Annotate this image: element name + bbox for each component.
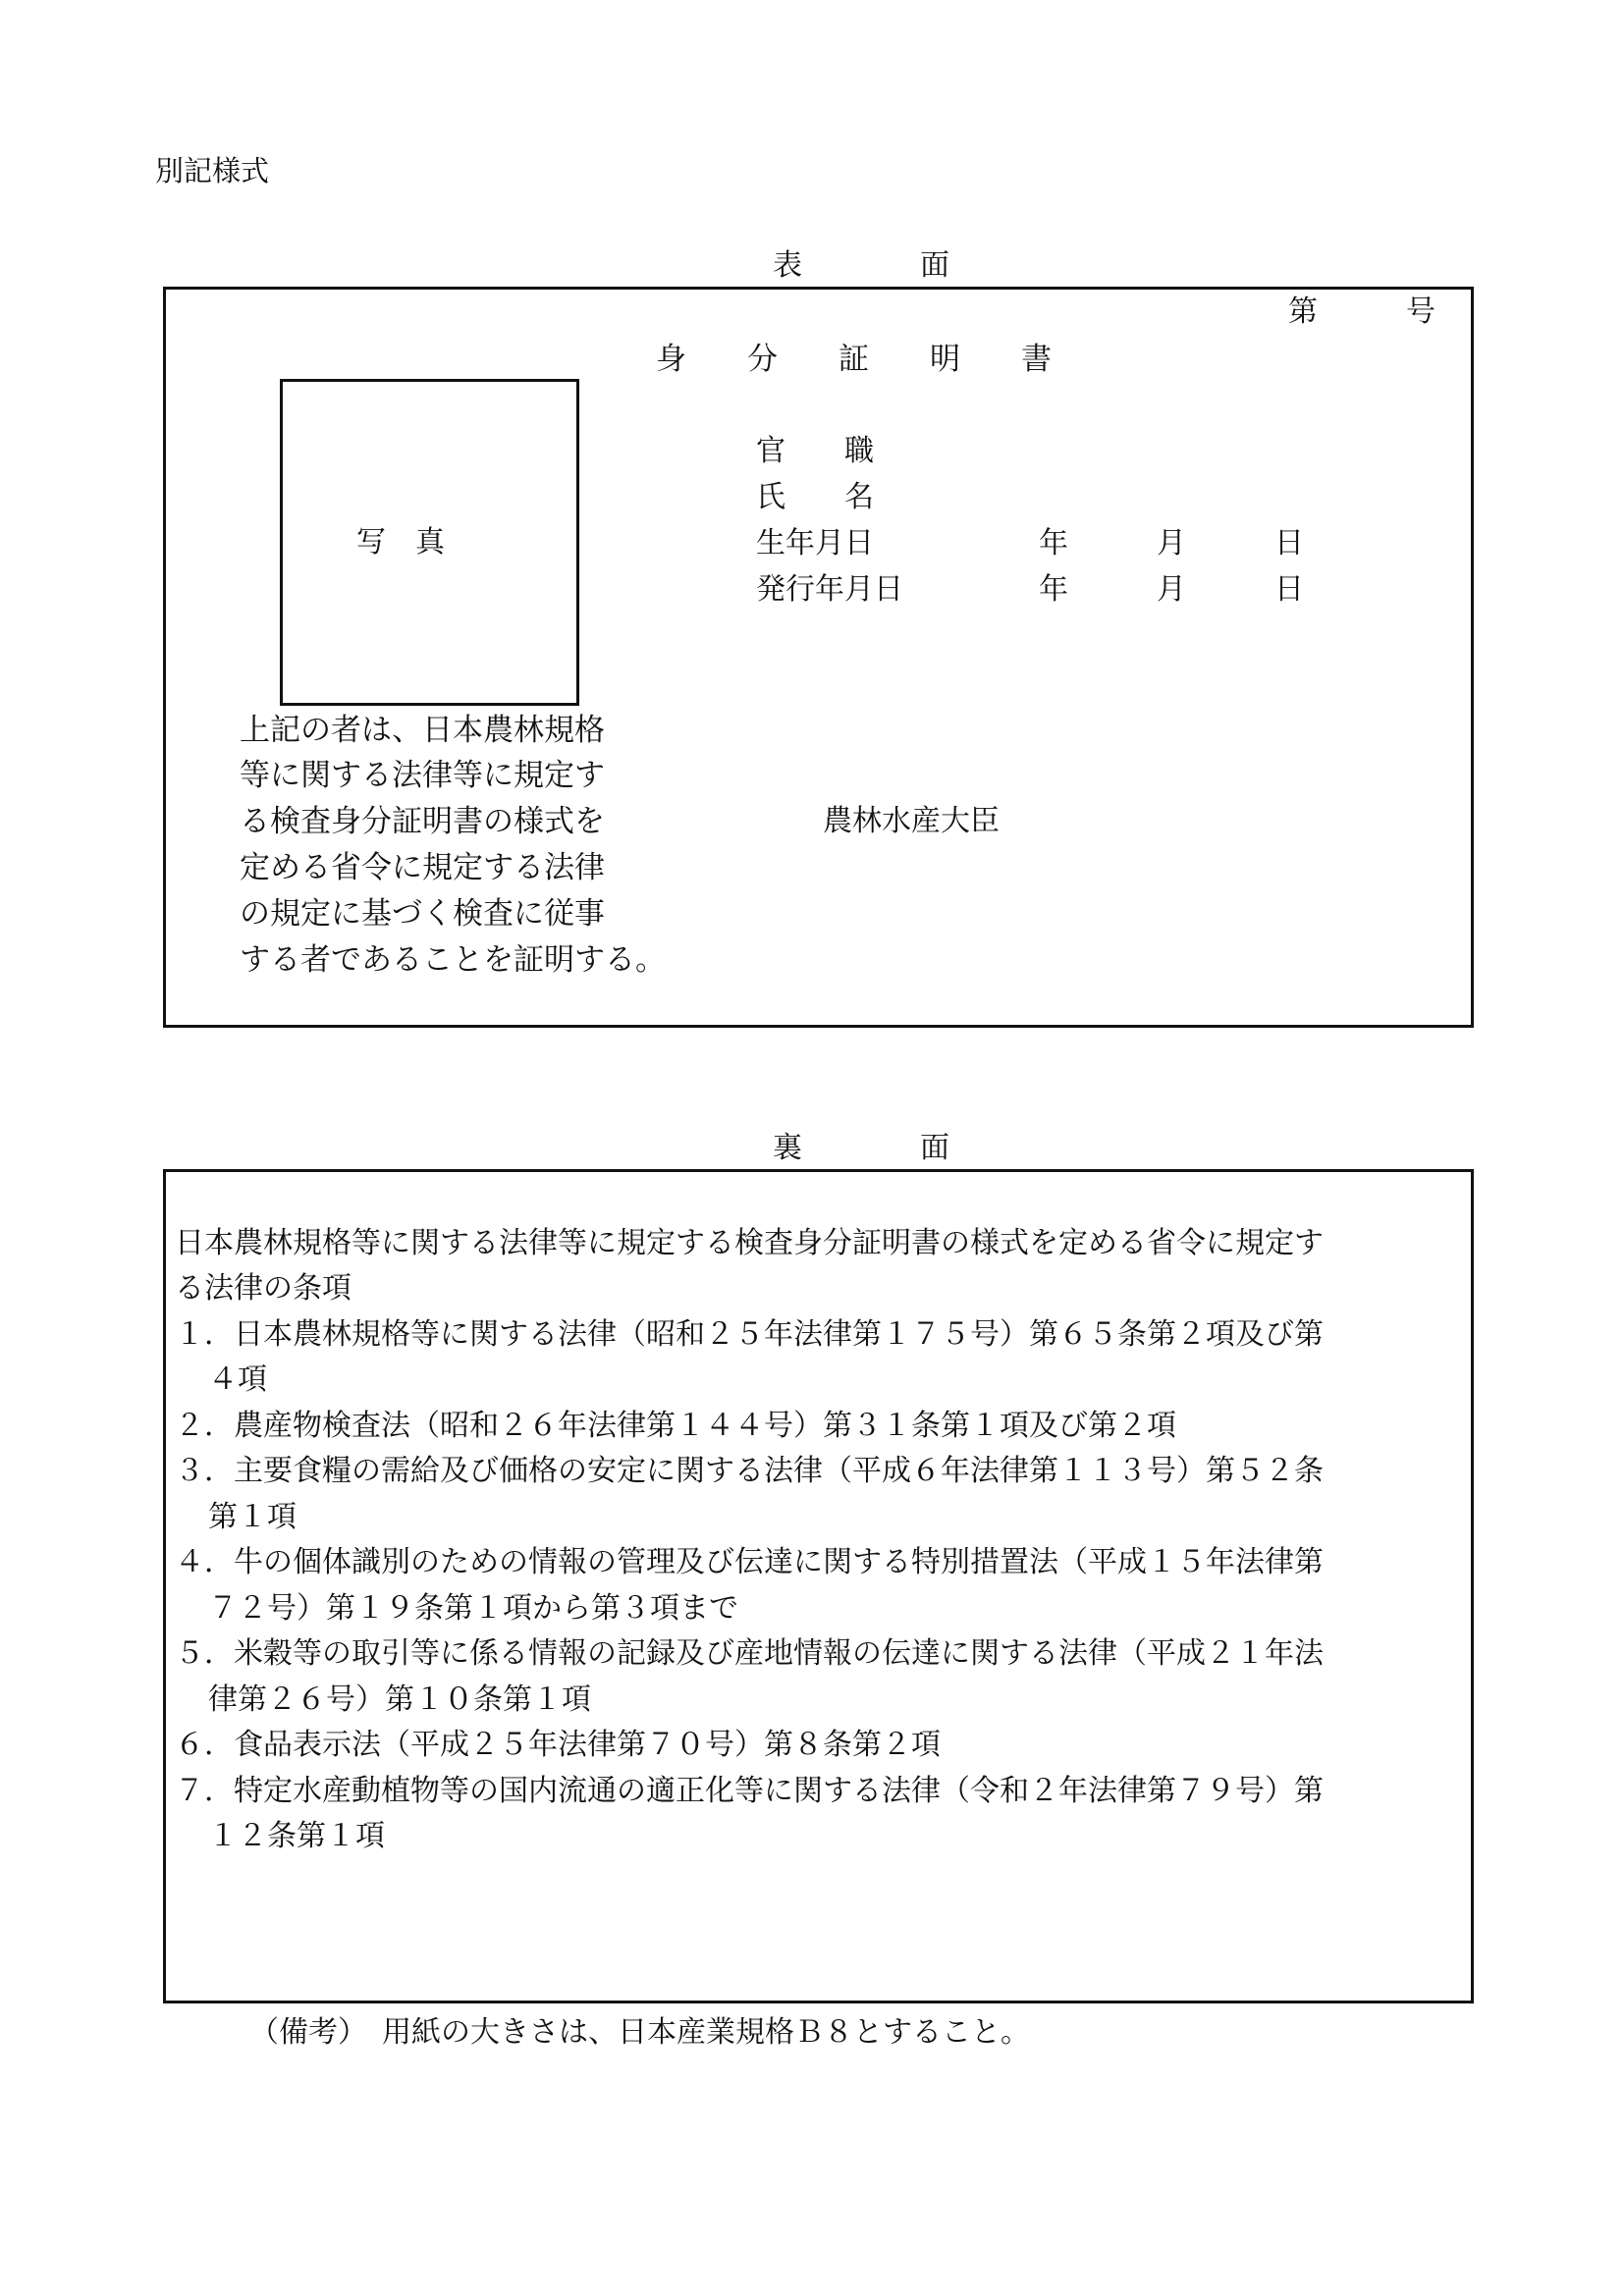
back-text-line: 律第２６号）第１０条第１項	[208, 1682, 591, 1717]
statement-line: る検査身分証明書の様式を	[240, 804, 605, 839]
statement-line: 上記の者は、日本農林規格	[240, 713, 605, 748]
field-value-issue-date: 年 月 日	[1039, 572, 1304, 607]
back-text-line: ６．食品表示法（平成２５年法律第７０号）第８条第２項	[175, 1728, 941, 1762]
field-label-birthdate: 生年月日	[756, 526, 874, 561]
back-text-line: ２．農産物検査法（昭和２６年法律第１４４号）第３１条第１項及び第２項	[175, 1409, 1176, 1443]
field-label-name: 氏 名	[756, 480, 874, 514]
field-label-post: 官 職	[756, 434, 874, 468]
statement-line: 定める省令に規定する法律	[240, 850, 605, 885]
statement-line: の規定に基づく検査に従事	[240, 896, 605, 932]
field-value-birthdate: 年 月 日	[1039, 526, 1304, 561]
back-text-line: １．日本農林規格等に関する法律（昭和２５年法律第１７５号）第６５条第２項及び第	[175, 1317, 1324, 1352]
certificate-number: 第 号	[1288, 294, 1435, 329]
field-label-issue-date: 発行年月日	[756, 572, 903, 607]
back-text-line: １２条第１項	[208, 1819, 385, 1853]
remarks-note: （備考） 用紙の大きさは、日本産業規格Ｂ８とすること。	[249, 2015, 1030, 2050]
back-text-line: 第１項	[208, 1500, 297, 1534]
certificate-title: 身 分 証 明 書	[656, 342, 1052, 377]
back-text-line: る法律の条項	[175, 1271, 352, 1306]
back-text-line: ３．主要食糧の需給及び価格の安定に関する法律（平成６年法律第１１３号）第５２条	[175, 1454, 1324, 1488]
front-side-label: 表 面	[773, 248, 949, 283]
back-side-label: 裏 面	[773, 1131, 949, 1165]
back-text-line: 日本農林規格等に関する法律等に規定する検査身分証明書の様式を定める省令に規定す	[175, 1226, 1324, 1260]
form-label: 別記様式	[155, 154, 270, 187]
photo-label: 写 真	[356, 525, 445, 560]
back-card	[163, 1169, 1474, 2003]
statement-line: する者であることを証明する。	[240, 942, 666, 978]
back-text-line: ７．特定水産動植物等の国内流通の適正化等に関する法律（令和２年法律第７９号）第	[175, 1774, 1324, 1808]
back-text-line: ４．牛の個体識別のための情報の管理及び伝達に関する特別措置法（平成１５年法律第	[175, 1545, 1324, 1579]
issuer: 農林水産大臣	[823, 804, 1000, 838]
back-text-line: ５．米穀等の取引等に係る情報の記録及び産地情報の伝達に関する法律（平成２１年法	[175, 1636, 1324, 1671]
back-text-line: ７２号）第１９条第１項から第３項まで	[208, 1591, 738, 1626]
statement-line: 等に関する法律等に規定す	[240, 758, 605, 793]
back-text-line: ４項	[208, 1362, 267, 1397]
